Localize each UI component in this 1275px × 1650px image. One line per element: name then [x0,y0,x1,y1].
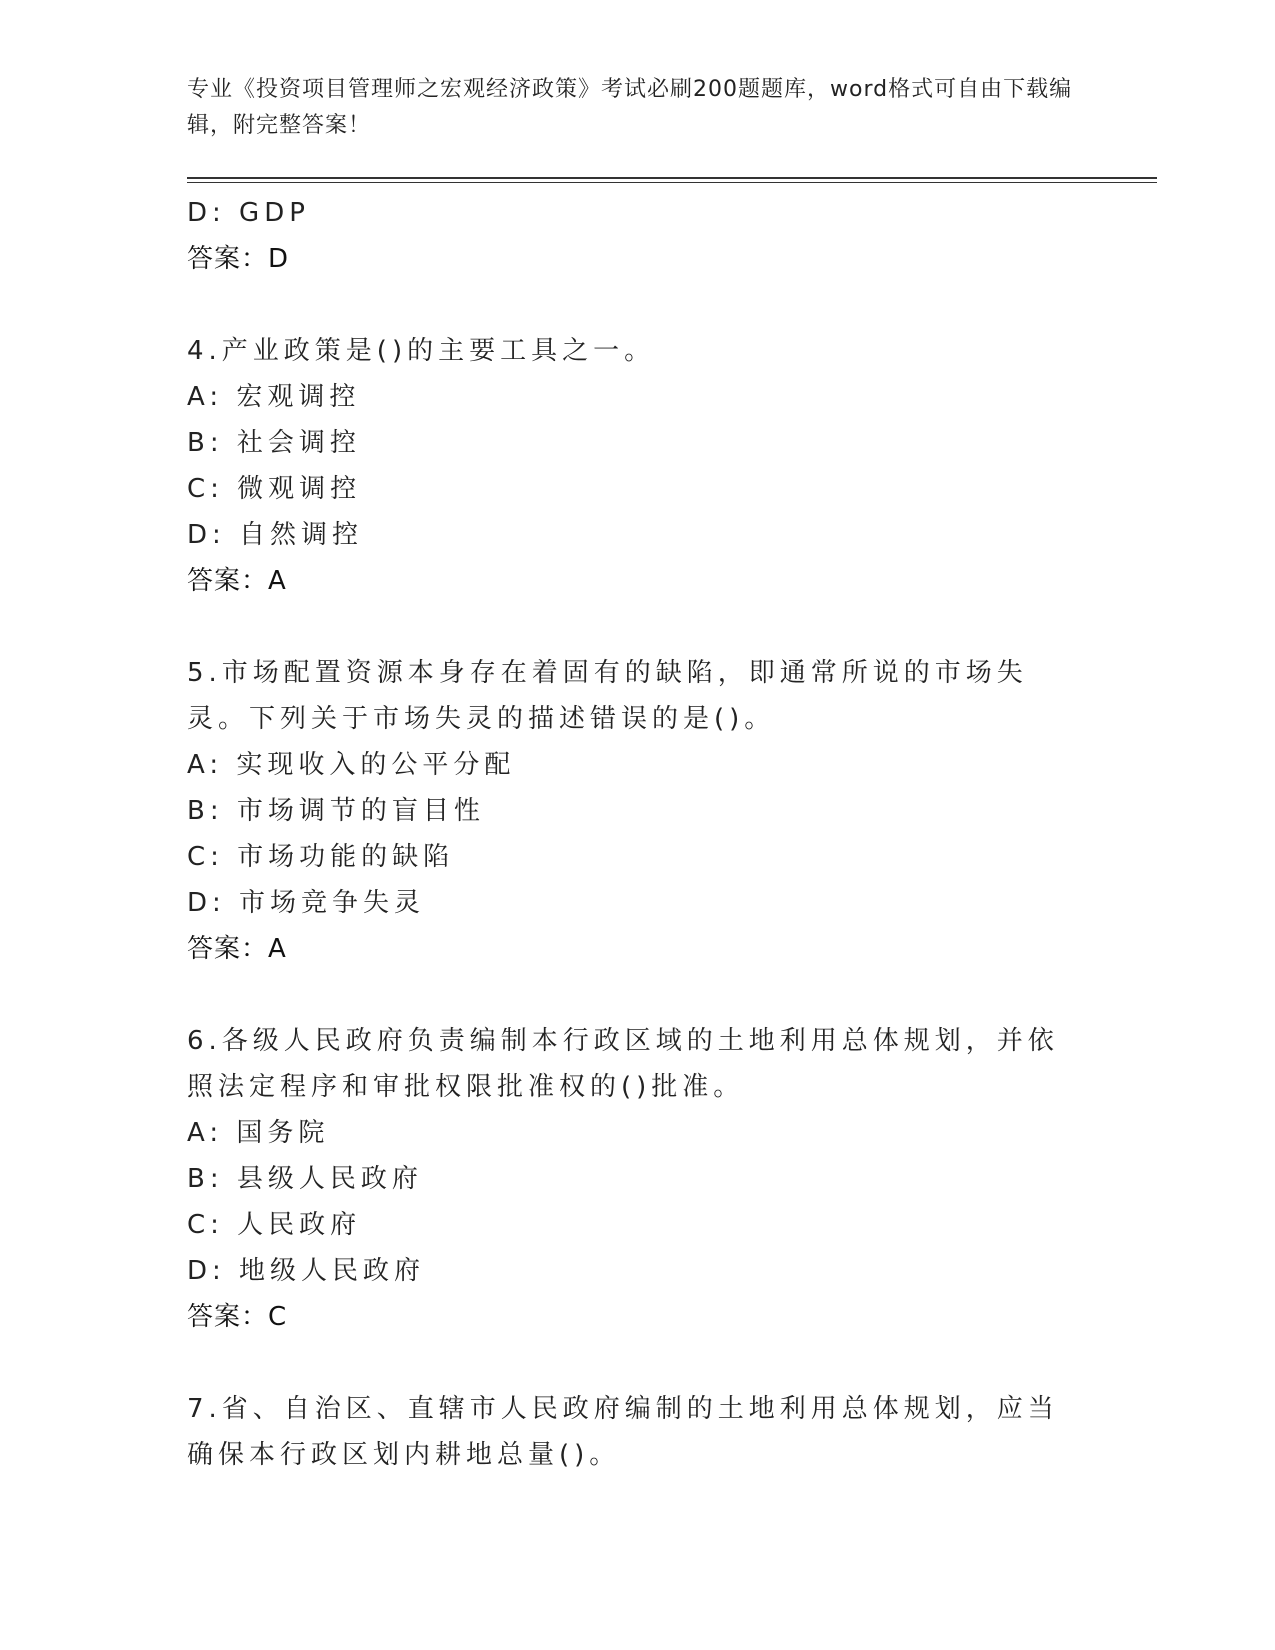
question-text: 6.各级人民政府负责编制本行政区域的土地利用总体规划，并依照法定程序和审批权限批准权的()批准。 [187,1026,1059,1102]
spacer [187,604,1067,650]
question-text: 4.产业政策是()的主要工具之一。 [187,336,656,366]
spacer [187,1340,1067,1386]
question-6 [187,1018,1067,1340]
question-content [187,190,1067,1478]
answer-label: 答案：C [187,1302,288,1332]
option-a: A: 实现收入的公平分配 [187,750,516,780]
answer-label: 答案：A [187,566,287,596]
option-b: B: 县级人民政府 [187,1164,423,1194]
answer-label: 答案：A [187,934,287,964]
option-d: D: GDP [187,198,310,228]
spacer [187,972,1067,1018]
option-c: C: 人民政府 [187,1210,362,1240]
document-header: 专业《投资项目管理师之宏观经济政策》考试必刷200题题库，word格式可自由下载编辑，附完整答案！ [187,77,1073,138]
option-d: D: 自然调控 [187,520,364,550]
option-c: C: 微观调控 [187,474,362,504]
option-b: B: 市场调节的盲目性 [187,796,485,826]
option-b: B: 社会调控 [187,428,361,458]
question-text: 7.省、自治区、直辖市人民政府编制的土地利用总体规划，应当确保本行政区划内耕地总量()。 [187,1394,1059,1470]
option-a: A: 宏观调控 [187,382,361,412]
option-a: A: 国务院 [187,1118,330,1148]
answer-label: 答案：D [187,244,290,274]
option-d: D: 市场竞争失灵 [187,888,426,918]
header-divider-thick [187,177,1157,179]
question-text: 5.市场配置资源本身存在着固有的缺陷，即通常所说的市场失灵。下列关于市场失灵的描述错误的是()。 [187,658,1028,734]
header-divider-thin [187,182,1157,183]
option-c: C: 市场功能的缺陷 [187,842,455,872]
question-4 [187,328,1067,604]
question-7 [187,1386,1067,1478]
spacer [187,282,1067,328]
question-5 [187,650,1067,972]
option-d: D: 地级人民政府 [187,1256,426,1286]
